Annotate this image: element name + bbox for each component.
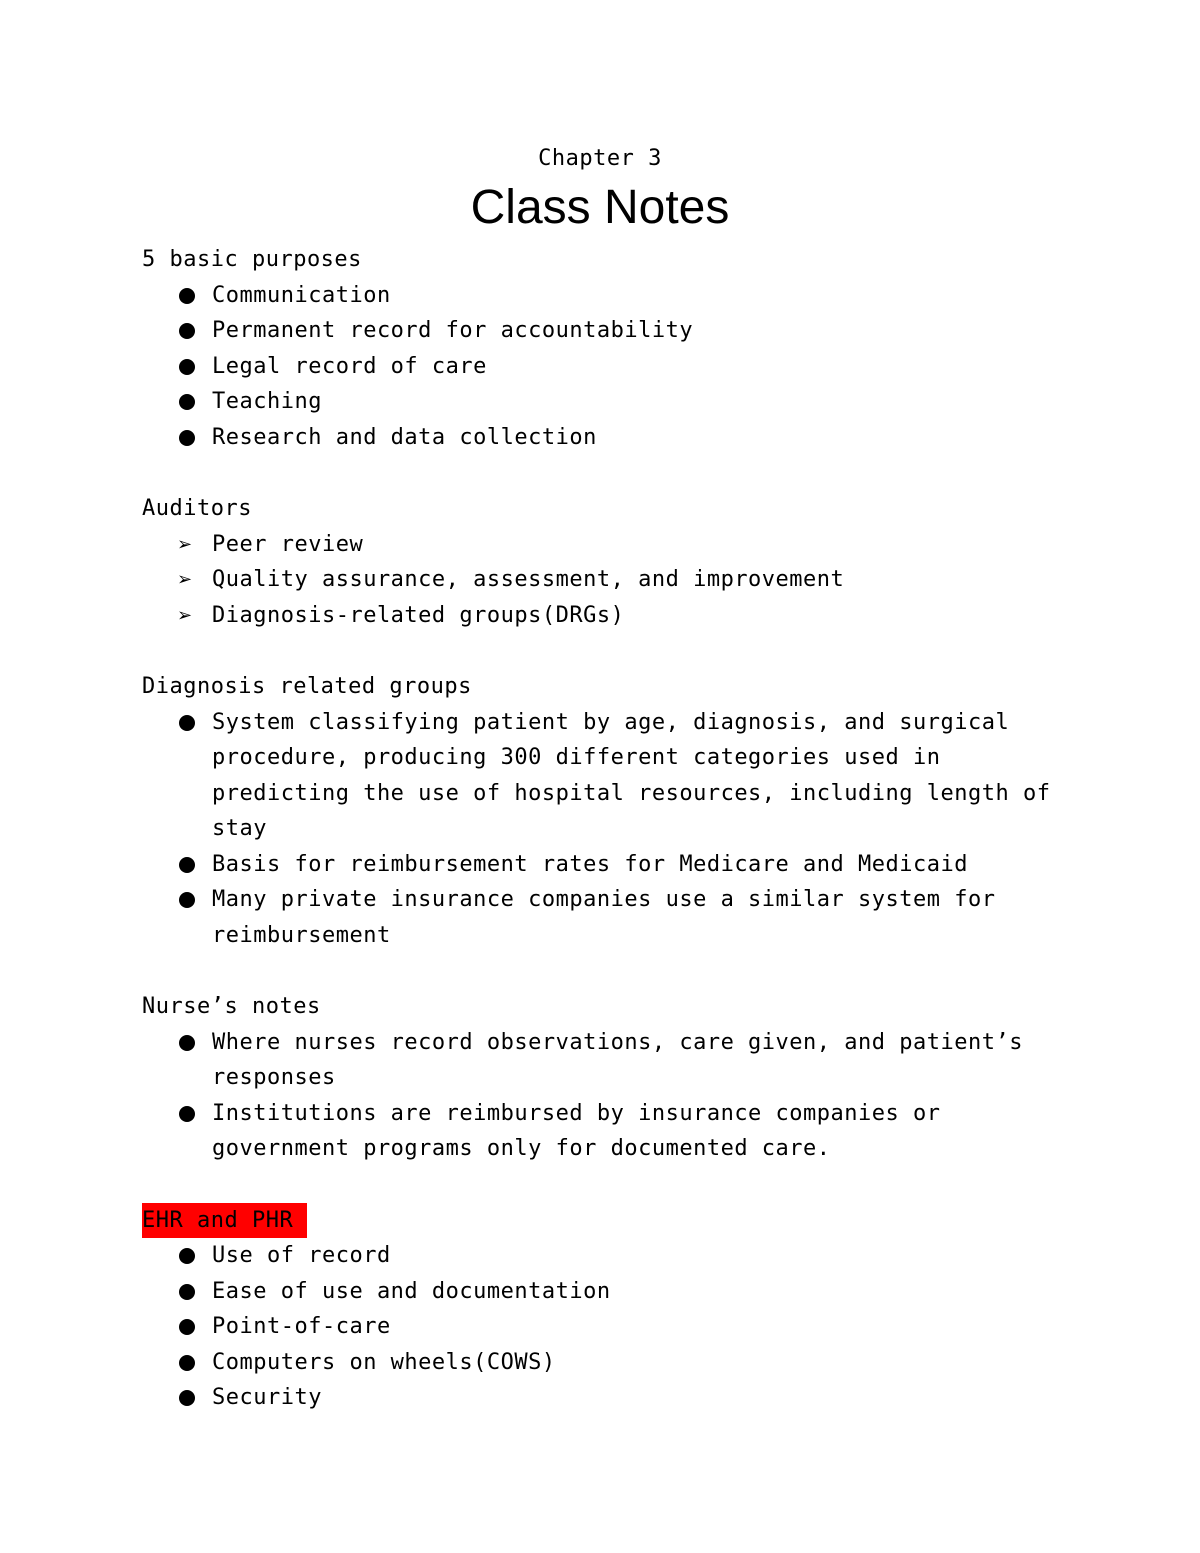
list-item: [142, 1025, 1052, 1096]
list-item-text: Where nurses record observations, care given, and patient’s responses: [212, 1029, 1023, 1090]
list-item: [142, 562, 1052, 598]
bullet-dot-icon: [177, 847, 199, 883]
bullet-dot-icon: [177, 705, 199, 741]
list-item-text: Legal record of care: [212, 353, 487, 379]
list-item: [142, 420, 1052, 456]
bullet-dot-icon: [177, 1380, 199, 1416]
page-title: Class Notes: [470, 181, 730, 234]
highlighted-section-heading: EHR and PHR: [142, 1203, 307, 1239]
list-item: [142, 1309, 1052, 1345]
section-heading: Auditors: [142, 496, 252, 521]
list-item-text: Permanent record for accountability: [212, 318, 694, 343]
bullet-dot-icon: [177, 1238, 199, 1274]
section-auditors: [142, 491, 1052, 633]
bullet-dot-icon: [177, 1274, 199, 1310]
arrow-list: [142, 527, 1052, 634]
bullet-dot-icon: [177, 313, 199, 349]
arrowhead-icon: ➢: [177, 604, 193, 626]
bullet-dot-icon: [177, 278, 199, 314]
section-heading: Nurse’s notes: [142, 994, 321, 1019]
list-item-text: Many private insurance companies use a similar system for reimbursement: [212, 887, 996, 948]
bullet-list: [142, 705, 1052, 954]
list-item-text: Peer review: [212, 531, 364, 557]
list-item: [142, 527, 1052, 563]
notes-content: [142, 242, 1052, 1452]
chapter-subtitle: Chapter 3: [538, 146, 662, 171]
list-item: [142, 882, 1052, 953]
bullet-list: [142, 1025, 1052, 1167]
list-item: [142, 1380, 1052, 1416]
bullet-list: [142, 278, 1052, 456]
list-item: [142, 598, 1052, 634]
list-item: [142, 847, 1052, 883]
bullet-dot-icon: [177, 420, 199, 456]
list-item: [142, 1238, 1052, 1274]
arrowhead-icon: ➢: [177, 533, 193, 555]
list-item: [142, 349, 1052, 385]
bullet-dot-icon: [177, 1025, 199, 1061]
bullet-dot-icon: [177, 1309, 199, 1345]
list-item: [142, 705, 1052, 847]
list-item: [142, 313, 1052, 349]
section-nurses-notes: [142, 989, 1052, 1167]
list-item-text: Point-of-care: [212, 1314, 391, 1339]
list-item-text: Computers on wheels(COWS): [212, 1349, 556, 1375]
section-heading: Diagnosis related groups: [142, 674, 472, 699]
list-item-text: Quality assurance, assessment, and improvement: [212, 567, 845, 592]
list-item-text: Teaching: [212, 389, 322, 414]
bullet-dot-icon: [177, 349, 199, 385]
arrowhead-icon: ➢: [177, 569, 193, 590]
list-item-text: Use of record: [212, 1243, 391, 1268]
list-item-text: Research and data collection: [212, 424, 597, 450]
bullet-dot-icon: [177, 1096, 199, 1132]
list-item-text: Diagnosis-related groups(DRGs): [212, 602, 625, 628]
list-item-text: Basis for reimbursement rates for Medicare and Medicaid: [212, 851, 968, 877]
list-item: [142, 1345, 1052, 1381]
bullet-dot-icon: [177, 384, 199, 420]
list-item: [142, 278, 1052, 314]
list-item-text: Ease of use and documentation: [212, 1278, 611, 1304]
list-item: [142, 1274, 1052, 1310]
bullet-dot-icon: [177, 1345, 199, 1381]
section-heading: 5 basic purposes: [142, 247, 362, 272]
bullet-list: [142, 1238, 1052, 1416]
section-diagnosis-related-groups: [142, 669, 1052, 953]
list-item-text: Security: [212, 1385, 322, 1410]
section-basic-purposes: [142, 242, 1052, 455]
list-item: [142, 384, 1052, 420]
list-item-text: Communication: [212, 282, 391, 308]
list-item-text: Institutions are reimbursed by insurance companies or government programs only for documented care.: [212, 1100, 941, 1161]
list-item-text: System classifying patient by age, diagnosis, and surgical procedure, producing 300 different categories used in predicting the use of hospital resources, including length of stay: [212, 709, 1051, 841]
bullet-dot-icon: [177, 882, 199, 918]
list-item: [142, 1096, 1052, 1167]
section-ehr-phr: [142, 1203, 1052, 1416]
